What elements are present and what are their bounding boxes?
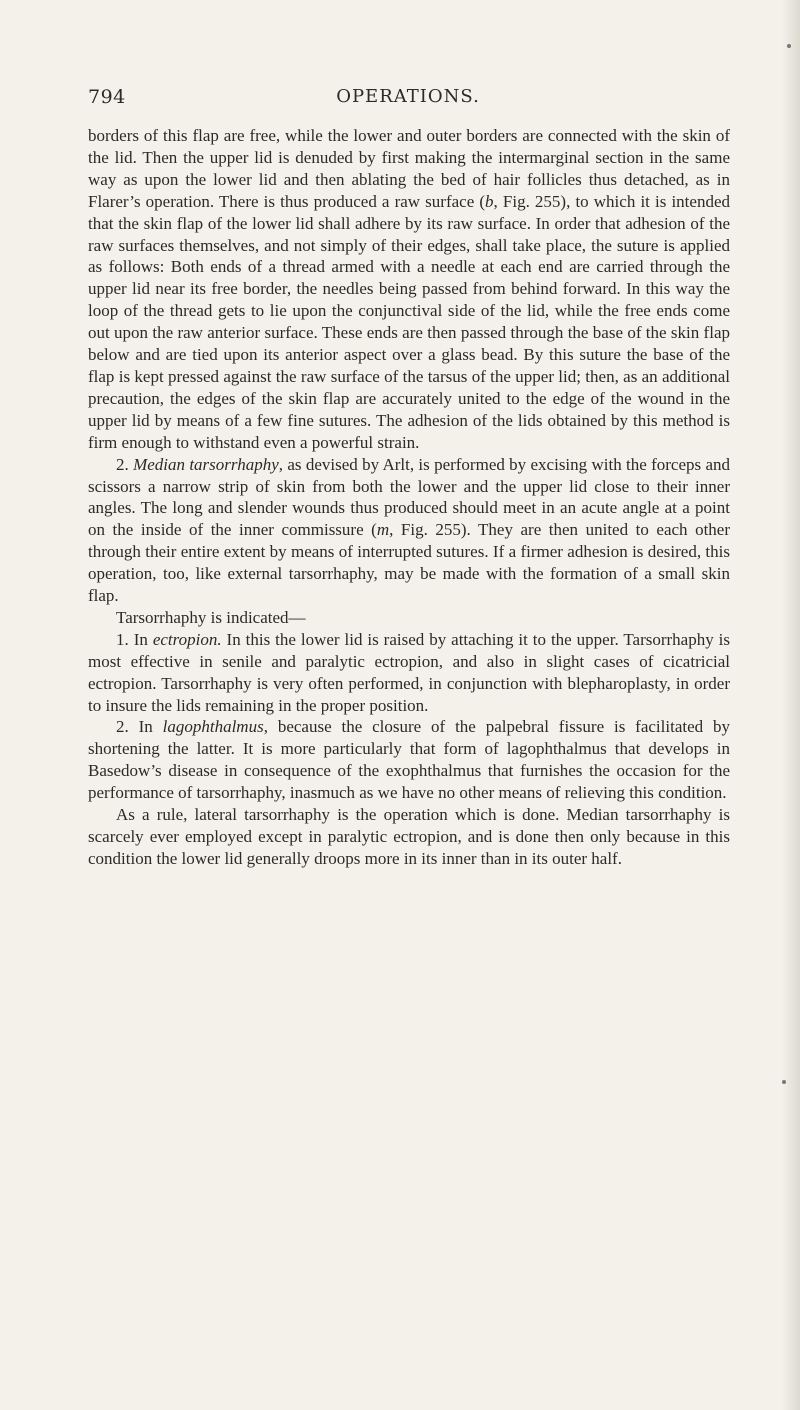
italic-text: ectropion. [152,629,222,649]
text-run: In this the lower lid is raised by attaching it to the upper. Tarsorrhaphy is most effective in senile and paralytic ectropion, and also in slight cases of cicatricial ectropion. Tarsorrhaphy is very often performed, in conjunction with blepharoplasty, in order to insure the lids remaining in the proper position. [88,629,730,715]
paragraph [88,629,730,717]
paragraph [88,804,730,870]
text-run: 2. [116,454,134,474]
body-text [88,125,730,870]
page-edge-shadow [782,0,800,1410]
paragraph [88,607,730,629]
text-run: 2. In [116,717,163,737]
running-head: OPERATIONS. [336,86,480,107]
italic-text: Median tarsorrhaphy [133,454,279,474]
italic-text: lagophthalmus [162,717,264,737]
text-run: , Fig. 255). They are then united to each other through their entire extent by means of interrupted sutures. If a firmer adhesion is desired, this operation, too, like external tarsorrhaphy, may be made with the formation of a small skin flap. [88,520,730,606]
text-run: 1. In [116,629,153,649]
text-run: As a rule, lateral tarsorrhaphy is the operation which is done. Median tarsorrhaphy is scarcely ever employed except in paralytic ectropion, and is done then only because in this condition the lower lid generally droops more in its inner than in its outer half. [88,805,730,868]
print-speck [787,44,791,48]
text-run: , as devised by Arlt, is performed by excising with the forceps and scissors a narrow strip of skin from both the lower and the upper lid close to their inner angles. The long and slender wounds thus produced should meet in an acute angle at a point on the inside of the inner commissure ( [88,454,731,540]
print-speck [782,1080,786,1084]
text-run: borders of this flap are free, while the lower and outer borders are connected with the skin of the lid. Then the upper lid is denuded by first making the intermarginal section in the same way as upon the lower lid and then ablating the bed of hair follicles thus detached, as in Flarer’s operation. There is thus produced a raw surface ( [88,126,730,211]
paragraph [88,716,730,804]
page-header [88,86,728,110]
italic-text: m [376,520,390,540]
page-number: 794 [88,86,126,108]
text-run: Tarsorrhaphy is indicated— [116,607,306,627]
text-run: , because the closure of the palpebral fissure is facilitated by shortening the latter. It is more particularly that form of lagophthalmus that develops in Basedow’s disease in consequence of the exophthalmus that furnishes the occasion for the performance of tarsorrhaphy, inasmuch as we have no other means of relieving this condition. [88,717,730,803]
text-run: , Fig. 255), to which it is intended that the skin flap of the lower lid shall adhere by its raw surface. In order that adhesion of the raw surfaces themselves, and not simply of their edges, shall take place, the suture is applied as follows: Both ends of a thread armed with a needle at each end are carried through the upper lid near its free border, the needles being passed from behind forward. In this way the loop of the thread gets to lie upon the conjunctival side of the lid, while the free ends come out upon the raw anterior surface. These ends are then passed through the base of the skin flap below and are tied upon its anterior aspect over a glass bead. By this suture the base of the flap is kept pressed against the raw surface of the tarsus of the upper lid; then, as an additional precaution, the edges of the skin flap are accurately united to the edge of the wound in the upper lid by means of a few fine sutures. The adhesion of the lids obtained by this method is firm enough to withstand even a powerful strain. [88,191,730,452]
paragraph [88,454,730,607]
paragraph [88,125,730,454]
italic-text: b [485,191,494,211]
